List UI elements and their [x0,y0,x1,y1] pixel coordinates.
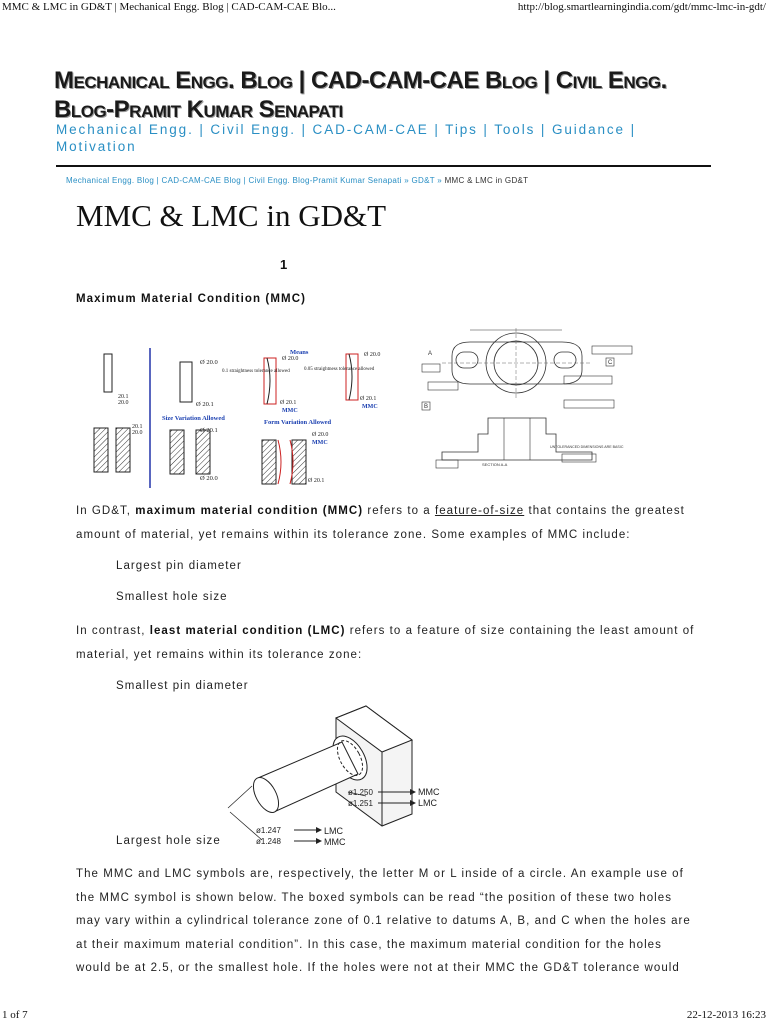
size-form-variation-figure [92,340,402,490]
tol-005-label: 0.05 straightness tolerance allowed [304,367,375,372]
print-footer [0,1009,768,1025]
pin-dim-2: ø1.248 [256,837,281,846]
dim-201: Ø 20.1 [196,401,214,408]
mmc-label: MMC [282,408,298,414]
mmc-term: maximum material condition (MMC) [135,505,364,517]
dim-200: Ø 20.0 [200,359,218,366]
dim-200: Ø 20.0 [312,432,329,438]
mmc-heading: Maximum Material Condition (MMC) [76,293,307,305]
print-page-count: 1 of 7 [2,1009,28,1021]
tol-01-label: 0.1 straightness tolerance allowed [222,369,290,374]
lmc-arrow-label: LMC [418,798,438,808]
breadcrumb-category-link[interactable]: GD&T [411,176,435,185]
datum-c-label: C [608,360,613,366]
pin-dim-1: ø1.247 [256,826,281,835]
mmc-example-item: Smallest hole size [116,591,228,603]
symbols-paragraph: The MMC and LMC symbols are, respectively, the letter M or L inside of a circle. An example use of the MMC symbol is shown below. The boxed symbols can be read “the position of these two holes may vary within a cylindrical tolerance zone of 0.1 relative to datums A, B, and C when the holes are at their maximum material condition”. In this case, the maximum material condition for the holes would be at 2.5, or the smallest hole. If the holes were not at their MMC the GD&T tolerance would [76,868,691,974]
dim-200: Ø 20.0 [364,352,381,358]
feature-of-size-link[interactable]: feature-of-size [434,505,525,517]
lmc-arrow-label: LMC [324,826,344,836]
mmc-label: MMC [312,440,328,446]
lmc-definition-paragraph [76,620,696,667]
print-header-url: http://blog.smartlearningindia.com/gdt/mmc-lmc-in-gdt/ [517,1,766,13]
dim-200: Ø 20.0 [282,356,299,362]
datum-b-label: B [424,404,429,410]
print-header [0,1,768,17]
mmc-definition-paragraph [76,500,696,547]
print-header-title: MMC & LMC in GD&T | Mechanical Engg. Blog | CAD-CAM-CAE Blo... [2,1,336,13]
hole-dim-label: 20.0 [132,430,143,436]
mmc-label: MMC [362,404,378,410]
dim-201: Ø 20.1 [360,396,377,402]
breadcrumb-current: MMC & LMC in GD&T [444,176,529,185]
breadcrumb-home-link[interactable]: Mechanical Engg. Blog | CAD-CAM-CAE Blog | Civil Engg. Blog-Pramit Kumar Senapati [66,176,402,185]
size-variation-label: Size Variation Allowed [162,415,225,422]
header-divider [56,165,711,167]
post-title: MMC & LMC in GD&T [76,198,387,233]
gdt-drawing-figure [412,322,644,472]
breadcrumb-separator: » [434,176,445,185]
text-span: In GD&T, [76,505,136,517]
text-span: refers to a feature of size containing the least amount of material, yet remains within its tolerance zone: [76,625,695,661]
text-span: In contrast, [76,625,150,637]
dim-201: Ø 20.1 [200,427,218,434]
mmc-arrow-label: MMC [418,787,440,797]
breadcrumb [66,176,726,185]
mmc-example-item: Largest pin diameter [116,560,242,572]
pin-dim-label: 20.0 [118,400,129,406]
print-datetime: 22-12-2013 16:23 [686,1009,766,1021]
pin-hole-mmc-lmc-figure [218,700,468,850]
dim-201: Ø 20.1 [308,478,325,484]
section-label: SECTION A-A [482,462,508,467]
lmc-example-item: Largest hole size [116,835,221,847]
untoleranced-note: UNTOLERANCED DIMENSIONS ARE BASIC [550,445,624,449]
datum-a-label: A [428,351,433,357]
page-number: 1 [280,257,288,272]
dim-200: Ø 20.0 [200,475,218,482]
mmc-arrow-label: MMC [324,837,346,847]
hole-dim-label: 20.1 [132,424,143,430]
means-label: Means [290,349,309,356]
pin-dim-label: 20.1 [118,394,129,400]
hole-dim-2: ø1.251 [348,799,373,808]
dim-201: Ø 20.1 [280,400,297,406]
blog-tagline: Mechanical Engg. | Civil Engg. | CAD-CAM-CAE | Tips | Tools | Guidance | Motivation [56,122,637,154]
breadcrumb-separator: » [401,176,412,185]
blog-title[interactable]: Mechanical Engg. Blog | CAD-CAM-CAE Blog | Civil Engg. Blog-Pramit Kumar Senapati [54,67,667,123]
form-variation-label: Form Variation Allowed [264,419,332,426]
text-span: that contains the greatest amount of material, yet remains within its tolerance zone. Some examples of MMC include: [76,505,685,541]
text-span: refers to a [363,505,435,517]
lmc-example-item: Smallest pin diameter [116,680,249,692]
lmc-term: least material condition (LMC) [149,625,346,637]
hole-dim-1: ø1.250 [348,788,373,797]
